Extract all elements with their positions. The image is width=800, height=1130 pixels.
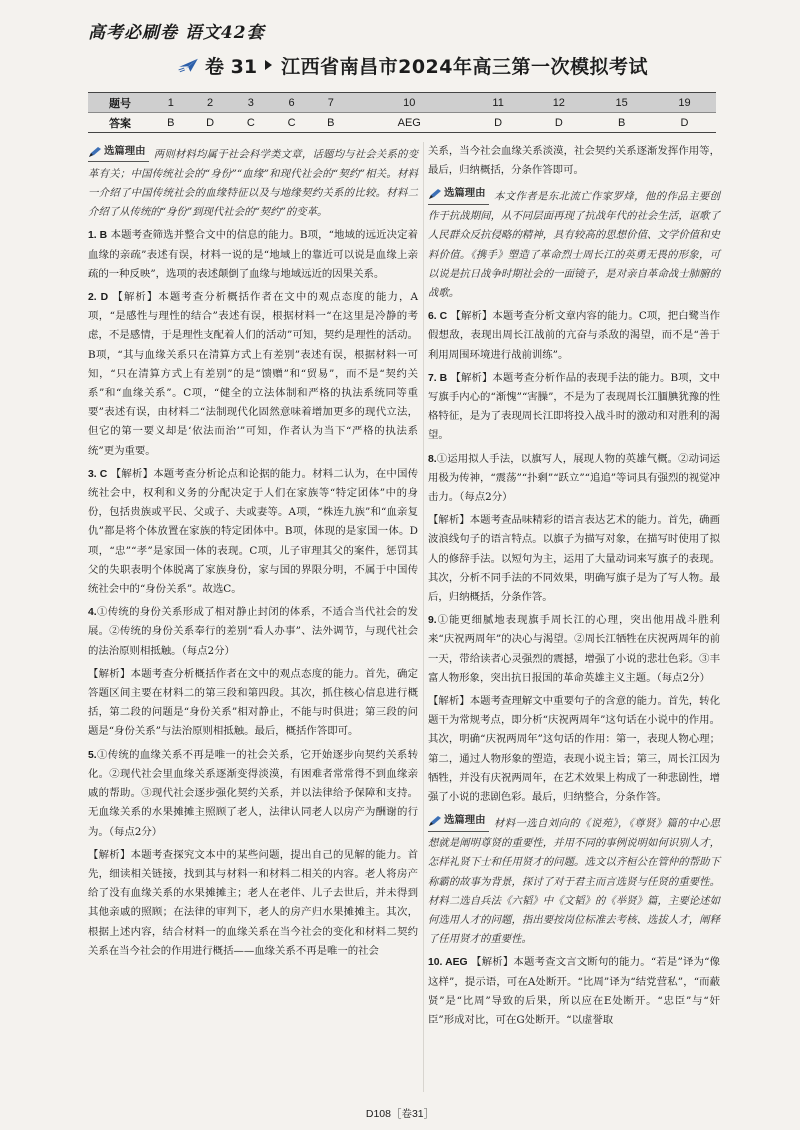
question-number-label: 7. B bbox=[428, 372, 448, 384]
question-5-analysis-continued: 关系，当今社会血缘关系淡漠，社会契约关系逐渐发挥作用等，最后，归纳概括，分条作答即可。 bbox=[428, 145, 720, 177]
exam-title: 江西省南昌市2024年高三第一次模拟考试 bbox=[281, 55, 648, 78]
answer-explanation: 【解析】本题考查文言文断句的能力。“若是”译为“像这样”，提示语，可在A处断开。“比周”译为“结党营私”，“而蔽贤”是“比周”导致的后果，所以应在E处断开。“忠臣”与“奸臣”形成对比，可在G处断开。“以虚誉取 bbox=[428, 956, 720, 1026]
reason-text: 材料一选自刘向的《说苑》，《尊贤》篇的中心思想就是阐明尊贤的重要性，并用不同的事例说明如何识别人才，怎样礼贤下士和任用贤才的问题。选文以齐桓公在管仲的帮助下称霸的故事为背景，探讨了对于君主而言选贤与任贤的重要性。材料二选自兵法《六韬》中《文韬》的《举贤》篇，主要论述如何选用人才的问题，指出要按岗位标准去考核、选拔人才，阐释了任用贤才的重要性。 bbox=[428, 817, 720, 946]
exam-header bbox=[178, 52, 648, 78]
question-number-label: 9. bbox=[428, 615, 437, 627]
question-number: 10 bbox=[350, 93, 469, 113]
paper-plane-icon bbox=[178, 52, 199, 78]
answer-cell: B bbox=[152, 113, 190, 133]
question-3 bbox=[88, 465, 418, 599]
answer-header: 答案 bbox=[88, 113, 152, 133]
question-number: 1 bbox=[152, 93, 190, 113]
question-number: 2 bbox=[190, 93, 231, 113]
question-number: 3 bbox=[230, 93, 271, 113]
question-4 bbox=[88, 603, 418, 661]
question-8 bbox=[428, 450, 720, 508]
question-8-analysis: 【解析】本题考查品味精彩的语言表达艺术的能力。首先，确画波浪线句子的语言特点。以旗子为描写对象，在描写时使用了拟人的修辞手法。以短句为主，运用了大量动词来写旗子的表现。其次，分析不同手法的不同效果，明确写旗子是为了写人物。最后，归纳概括，分条作答。 bbox=[428, 514, 720, 604]
question-number-label: 1. B bbox=[88, 230, 108, 242]
question-2 bbox=[88, 288, 418, 461]
answer-cell: D bbox=[469, 113, 528, 133]
answer-explanation: 【解析】本题考查分析论点和论据的能力。材料二认为，在中国传统社会中，权利和义务的分配决定于人们在家族等“特定团体”中的身份，包括贵族或平民、父或子、夫或妻等。A项，“株连九族”和“血亲复仇”都是将个体放置在家族的特定团体中。B项，体现的是家国一体。D项，“忠”“孝”是家国一体的表现。C项，儿子审理其父的案件，惩罚其父的失职表明个体脱离了家族身份，家与国的界限分明，不属于中国传统社会中的“身份关系”。故选C。 bbox=[88, 467, 418, 596]
question-number: 11 bbox=[469, 93, 528, 113]
answer-explanation: 【解析】本题考查分析作品的表现手法的能力。B项，文中写旗手内心的“渐愧”“害臊”，不是为了表现周长江腼腆犹豫的性格特征，是为了表现周长江即将投入战斗时的激动和对胜利的渴望。 bbox=[428, 371, 720, 442]
left-column bbox=[88, 142, 418, 965]
answer-points: ①能更细腻地表现旗手周长江的心理，突出他用战斗胜利来“庆祝两周年”的决心与渴望。②周长江牺牲在庆祝两周年的前一天，带给读者心灵强烈的震撼，增强了小说的悲壮色彩。③丰富人物形象，突出抗日报国的革命英雄主义主题。（每点2分） bbox=[428, 614, 720, 684]
pencil-icon bbox=[428, 815, 442, 827]
column-divider bbox=[423, 142, 424, 1092]
question-number-label: 3. C bbox=[88, 468, 108, 480]
question-number: 6 bbox=[271, 93, 312, 113]
selection-reason-3 bbox=[428, 811, 720, 949]
answer-row bbox=[88, 113, 716, 133]
question-number: 15 bbox=[590, 93, 653, 113]
question-7 bbox=[428, 369, 720, 446]
question-6 bbox=[428, 307, 720, 365]
answer-explanation: 本题考查筛选并整合文中的信息的能力。B项，“地域的远近决定着血缘的亲疏”表述有误，材料一说的是“地域上的靠近可以说是血缘上亲疏的一种反映”，选项的表述颠倒了血缘与地域远近的因果关系。 bbox=[88, 229, 419, 280]
question-number: 7 bbox=[312, 93, 350, 113]
reason-tag: 选篇理由 bbox=[88, 142, 149, 162]
question-10 bbox=[428, 953, 720, 1030]
pencil-icon bbox=[88, 146, 102, 158]
question-9 bbox=[428, 611, 720, 688]
answer-points: ①传统的身份关系形成了相对静止封闭的体系，不适合当代社会的发展。②传统的身份关系奉行的差别“看人办事”、法外调节，与现代社会的法治原则相抵触。（每点2分） bbox=[88, 606, 418, 657]
question-number: 19 bbox=[653, 93, 716, 113]
question-number-row bbox=[88, 93, 716, 113]
question-1 bbox=[88, 226, 418, 284]
question-number-label: 4. bbox=[88, 607, 97, 619]
answer-cell: B bbox=[590, 113, 653, 133]
question-number-label: 5. bbox=[88, 749, 97, 761]
answer-cell: C bbox=[230, 113, 271, 133]
triangle-separator-icon bbox=[265, 60, 272, 70]
answer-cell: B bbox=[312, 113, 350, 133]
answer-cell: AEG bbox=[350, 113, 469, 133]
selection-reason-2 bbox=[428, 184, 720, 303]
question-number-label: 2. D bbox=[88, 292, 109, 304]
answer-points: ①运用拟人手法，以旗写人，展现人物的英雄气概。②动词运用极为传神，“震荡”“扑剩”“跃立”“追追”等词具有强烈的视觉冲击力。（每点2分） bbox=[428, 452, 720, 504]
book-title: 高考必刷卷 语文42套 bbox=[88, 23, 265, 43]
exam-volume: 卷 31 bbox=[205, 55, 258, 78]
question-5 bbox=[88, 746, 418, 842]
answer-points: ①传统的血缘关系不再是唯一的社会关系，它开始逐步向契约关系转化。②现代社会里血缘关系逐渐变得淡漠，有困难者常常得不到血缘亲戚的帮助。③现代社会逐步强化契约关系，并以法律给予保障和支持。无血缘关系的水果摊摊主照顾了老人，法律认同老人以房产为酬谢的行为。（每点2分） bbox=[88, 748, 418, 838]
reason-text: 两则材料均属于社会科学类文章，话题均与社会关系的变革有关；中国传统社会的“身份”“血缘”和现代社会的“契约”相关。材料一介绍了中国传统社会的血缘特征以及与地缘契约关系的比较。材料二介绍了从传统的“身份”到现代社会的“契约”的变革。 bbox=[88, 148, 418, 219]
answer-cell: D bbox=[190, 113, 231, 133]
answer-explanation: 【解析】本题考查分析文章内容的能力。C项，把白鹭当作假想敌，表现出周长江战前的亢奋与杀敌的渴望，而不是“善于利用周围环境进行战前训练”。 bbox=[428, 310, 720, 361]
answer-cell: D bbox=[527, 113, 590, 133]
question-number-header: 题号 bbox=[88, 93, 152, 113]
reason-text: 本文作者是东北流亡作家罗烽，他的作品主要创作于抗战期间，从不同层面再现了抗战年代的社会生活，讴歌了人民群众反抗侵略的精神，具有较高的思想价值、文学价值和史料价值。《携手》塑造了革命烈士周长江的英勇无畏的形象，可以说是抗日战争时期社会的一面镜子，是对亲自革命战士肺腑的战歌。 bbox=[428, 191, 720, 300]
answer-cell: C bbox=[271, 113, 312, 133]
question-5-analysis: 【解析】本题考查探究文本中的某些问题，提出自己的见解的能力。首先，细读相关链接，找到其与材料一和材料二相关的内容。老人将房产给了没有血缘关系的水果摊摊主；老人在老伴、儿子去世后，并未得到其他亲戚的照顾；在法律的审判下，老人的房产归水果摊摊主。其次，根据上述内容，结合材料一的血缘关系在当今社会的变化和材料二契约关系在当今社会的作用进行概括——血缘关系不再是唯一的社会 bbox=[88, 848, 418, 957]
question-number-label: 8. bbox=[428, 453, 437, 465]
pencil-icon bbox=[428, 188, 442, 200]
question-9-analysis: 【解析】本题考查理解文中重要句子的含意的能力。首先，转化题干为常规考点，即分析“庆祝两周年”这句话在小说中的作用。其次，明确“庆祝两周年”这句话的作用：第一，表现人物心理；第二，通过人物形象的塑造，表现小说主旨；第三，周长江因为牺牲，并没有庆祝两周年，在艺术效果上构成了一种悲剧性，增强了小说的悲剧色彩。最后，归纳整合，分条作答。 bbox=[428, 695, 720, 804]
question-number: 12 bbox=[527, 93, 590, 113]
question-number-label: 10. AEG bbox=[428, 957, 468, 969]
reason-tag: 选篇理由 bbox=[428, 184, 489, 204]
right-column bbox=[428, 142, 720, 1034]
answer-explanation: 【解析】本题考查分析概括作者在文中的观点态度的能力，A项，“是感性与理性的结合”表述有误，根据材料一“在这里是冷静的考虑，不是感情，于是理性支配着人们的活动”可知，契约是理性的活动。B项，“其与血缘关系只在清算方式上有差别”表述有误，根据材料一可知，“只在清算方式上有差别”的是“馈赠”和“贸易”，而不是“契约关系”和“血缘关系”。C项，“健全的立法体制和严格的执法系统同等重要”表述有误，由材料二“法制现代化固然意味着增加更多的现代立法，但它的第一要义却是‘依法而治’”可知，作者认为当下“严格的执法系统”更为重要。 bbox=[88, 291, 418, 457]
page-footer: D108［卷31］ bbox=[365, 1108, 435, 1120]
answer-table bbox=[88, 92, 716, 133]
answer-cell: D bbox=[653, 113, 716, 133]
question-4-analysis: 【解析】本题考查分析概括作者在文中的观点态度的能力。首先，确定答题区间主要在材料二的第三段和第四段。其次，抓住核心信息进行概括，第二段的问题是“身份关系”相对静止，不能与时俱进；第三段的问题是“身份关系”与法治原则相抵触。最后，概括作答即可。 bbox=[88, 667, 418, 738]
reason-tag: 选篇理由 bbox=[428, 811, 489, 831]
selection-reason-1 bbox=[88, 142, 418, 222]
question-number-label: 6. C bbox=[428, 311, 448, 323]
